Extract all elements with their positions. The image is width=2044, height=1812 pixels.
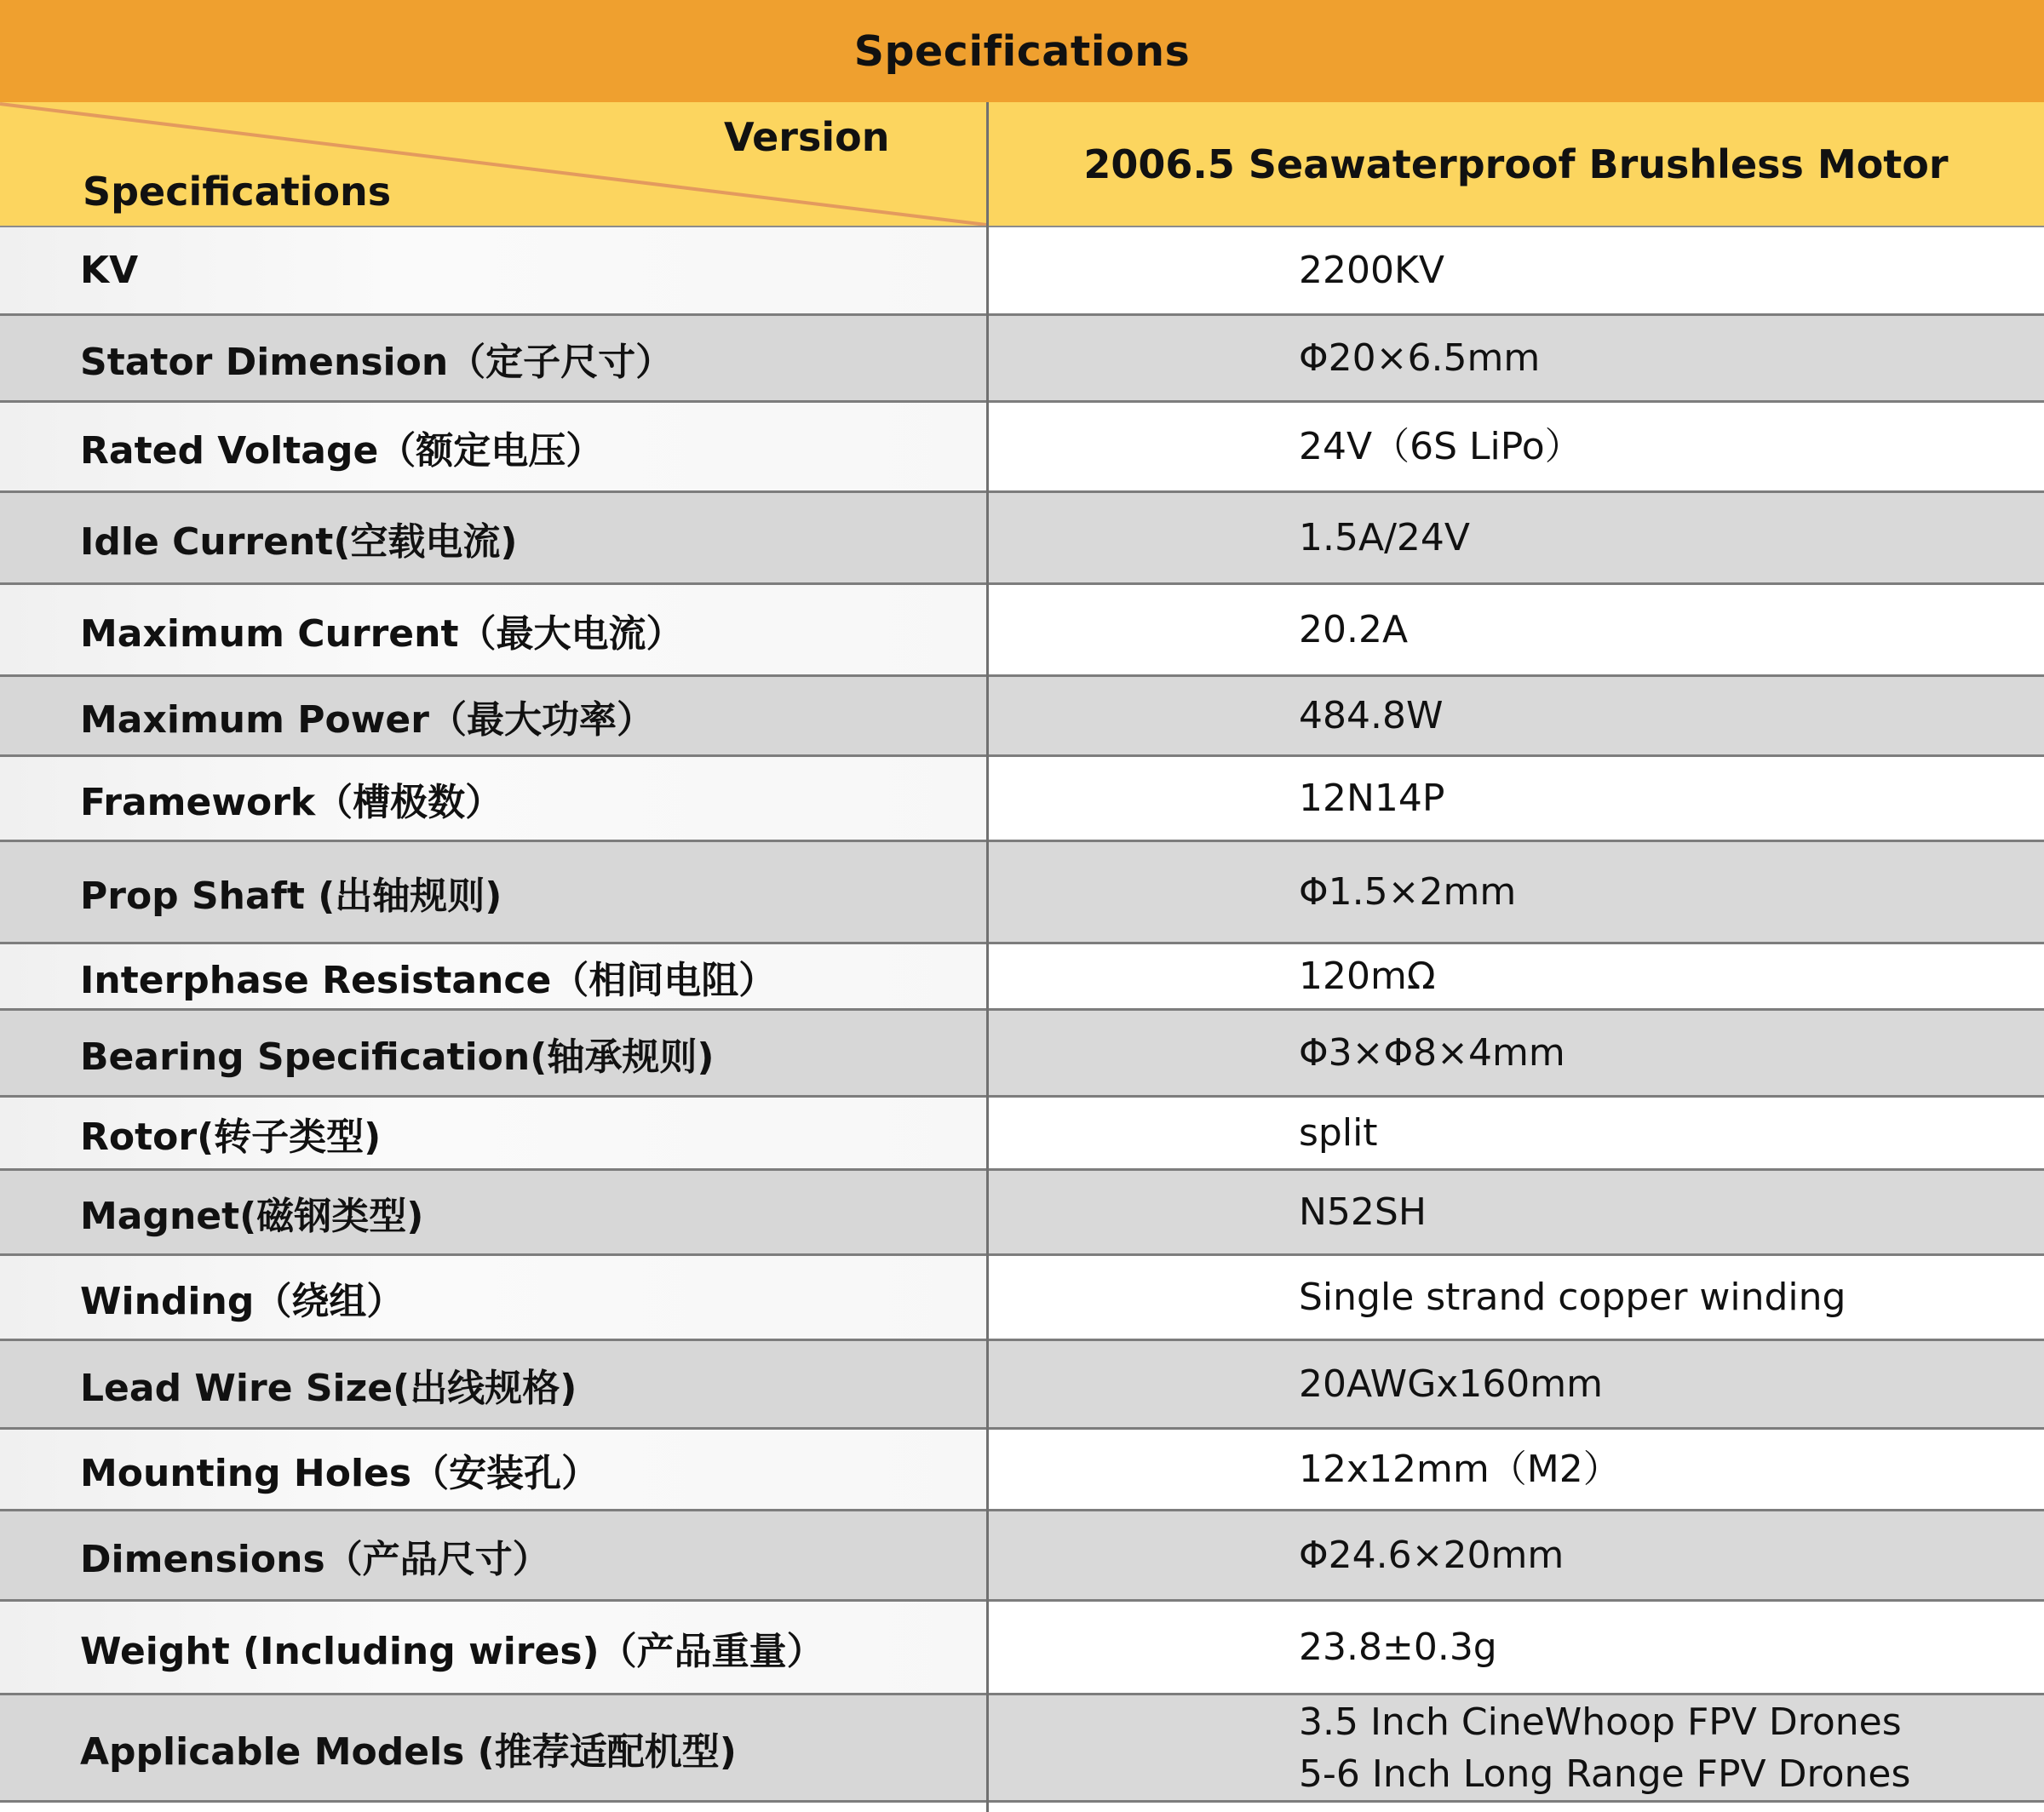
spec-value: 484.8W: [1299, 694, 1444, 737]
spec-value-cell: [989, 316, 2044, 400]
spec-value: 20.2A: [1299, 608, 1409, 651]
table-row: [0, 403, 2044, 493]
spec-name-cell: [0, 227, 986, 313]
spec-value: Single strand copper winding: [1299, 1276, 1846, 1319]
spec-name-cell: [0, 403, 986, 490]
spec-value: 12x12mm（M2）: [1299, 1448, 1621, 1491]
spec-value-cell: [989, 1602, 2044, 1693]
spec-value: 20AWGx160mm: [1299, 1362, 1604, 1406]
spec-value-cell: [989, 677, 2044, 754]
spec-name: Applicable Models (推荐适配机型): [80, 1729, 737, 1774]
header-spec-label: Specifications: [83, 169, 392, 215]
header-corner-cell: [0, 102, 988, 226]
spec-value: 1.5A/24V: [1299, 516, 1470, 559]
header-product-name: 2006.5 Seawaterproof Brushless Motor: [1083, 141, 1949, 187]
spec-name-cell: [0, 1011, 986, 1095]
spec-name-cell: [0, 1256, 986, 1339]
spec-name-cell: [0, 1341, 986, 1427]
spec-name-cell: [0, 585, 986, 674]
header-product-cell: [988, 102, 2044, 226]
spec-name: Idle Current(空载电流): [80, 519, 518, 564]
spec-name: Magnet(磁钢类型): [80, 1194, 424, 1238]
spec-name-cell: [0, 1430, 986, 1509]
spec-value-cell: [989, 1341, 2044, 1427]
table-row: [0, 1011, 2044, 1098]
spec-name-cell: [0, 757, 986, 840]
table-row: [0, 944, 2044, 1011]
spec-value-cell: [989, 493, 2044, 582]
spec-value-cell: [989, 1695, 2044, 1800]
spec-name: Rotor(转子类型): [80, 1115, 382, 1159]
spec-name: Mounting Holes（安装孔）: [80, 1451, 600, 1495]
spec-value-line: 3.5 Inch CineWhoop FPV Drones: [1299, 1700, 1902, 1744]
spec-value: 24V（6S LiPo）: [1299, 425, 1582, 468]
table-row: [0, 1098, 2044, 1171]
spec-value: 120mΩ: [1299, 955, 1436, 998]
spec-name: KV: [80, 249, 139, 292]
table-row: [0, 1256, 2044, 1341]
spec-name: Lead Wire Size(出线规格): [80, 1366, 577, 1410]
spec-value-cell: [989, 585, 2044, 674]
table-row: [0, 316, 2044, 403]
spec-value-cell: [989, 1430, 2044, 1509]
spec-value-cell: [989, 1171, 2044, 1253]
spec-name-cell: [0, 1171, 986, 1253]
spec-value-cell: [989, 1511, 2044, 1599]
spec-name: Maximum Current（最大电流）: [80, 611, 684, 656]
spec-name-cell: [0, 316, 986, 400]
table-row: [0, 1511, 2044, 1602]
spec-value: Φ3×Φ8×4mm: [1299, 1031, 1565, 1075]
sheet-title: Specifications: [853, 26, 1191, 76]
spec-value: split: [1299, 1111, 1378, 1155]
spec-value-cell: [989, 403, 2044, 490]
table-row: [0, 1695, 2044, 1803]
spec-value-cell: [989, 944, 2044, 1008]
table-row: [0, 757, 2044, 842]
spec-name-cell: [0, 842, 986, 942]
title-bar: [0, 0, 2044, 102]
spec-name-cell: [0, 944, 986, 1008]
spec-name: Winding（绕组）: [80, 1279, 405, 1323]
table-row: [0, 1341, 2044, 1430]
table-row: [0, 1171, 2044, 1256]
spec-value: Φ20×6.5mm: [1299, 336, 1541, 380]
spec-value: Φ24.6×20mm: [1299, 1534, 1565, 1577]
table-row: [0, 1602, 2044, 1695]
spec-name-cell: [0, 1098, 986, 1168]
spec-name: Dimensions（产品尺寸）: [80, 1537, 550, 1581]
spec-name: Prop Shaft (出轴规则): [80, 874, 502, 918]
spec-value-cell: [989, 1011, 2044, 1095]
spec-value: N52SH: [1299, 1190, 1427, 1234]
spec-value: 23.8±0.3g: [1299, 1626, 1497, 1669]
spec-name-cell: [0, 493, 986, 582]
spec-value: 12N14P: [1299, 777, 1445, 820]
spec-name: Weight (Including wires)（产品重量）: [80, 1629, 824, 1673]
table-row: [0, 842, 2044, 944]
spec-name: Rated Voltage（额定电压）: [80, 428, 604, 473]
spec-value-cell: [989, 842, 2044, 942]
spec-name-cell: [0, 1695, 986, 1800]
spec-name: Maximum Power（最大功率）: [80, 697, 654, 742]
table-row: [0, 493, 2044, 585]
spec-value-cell: [989, 1256, 2044, 1339]
spec-value-cell: [989, 1098, 2044, 1168]
spec-name: Framework（槽极数）: [80, 780, 503, 824]
spec-name-cell: [0, 677, 986, 754]
spec-value: [1299, 1696, 1910, 1800]
spec-name: Bearing Specification(轴承规则): [80, 1035, 715, 1079]
header-version-label: Version: [724, 114, 890, 160]
spec-name: Interphase Resistance（相间电阻）: [80, 958, 777, 1002]
spec-name: Stator Dimension（定子尺寸）: [80, 340, 674, 384]
spec-value: 2200KV: [1299, 249, 1444, 292]
table-row: [0, 677, 2044, 757]
column-divider: [986, 102, 989, 1812]
table-row: [0, 585, 2044, 677]
table-row: [0, 227, 2044, 316]
spec-name-cell: [0, 1511, 986, 1599]
table-row: [0, 1430, 2044, 1511]
spec-value-cell: [989, 227, 2044, 313]
spec-value-cell: [989, 757, 2044, 840]
spec-name-cell: [0, 1602, 986, 1693]
spec-value: Φ1.5×2mm: [1299, 870, 1517, 914]
spec-value-line: 5-6 Inch Long Range FPV Drones: [1299, 1752, 1911, 1796]
